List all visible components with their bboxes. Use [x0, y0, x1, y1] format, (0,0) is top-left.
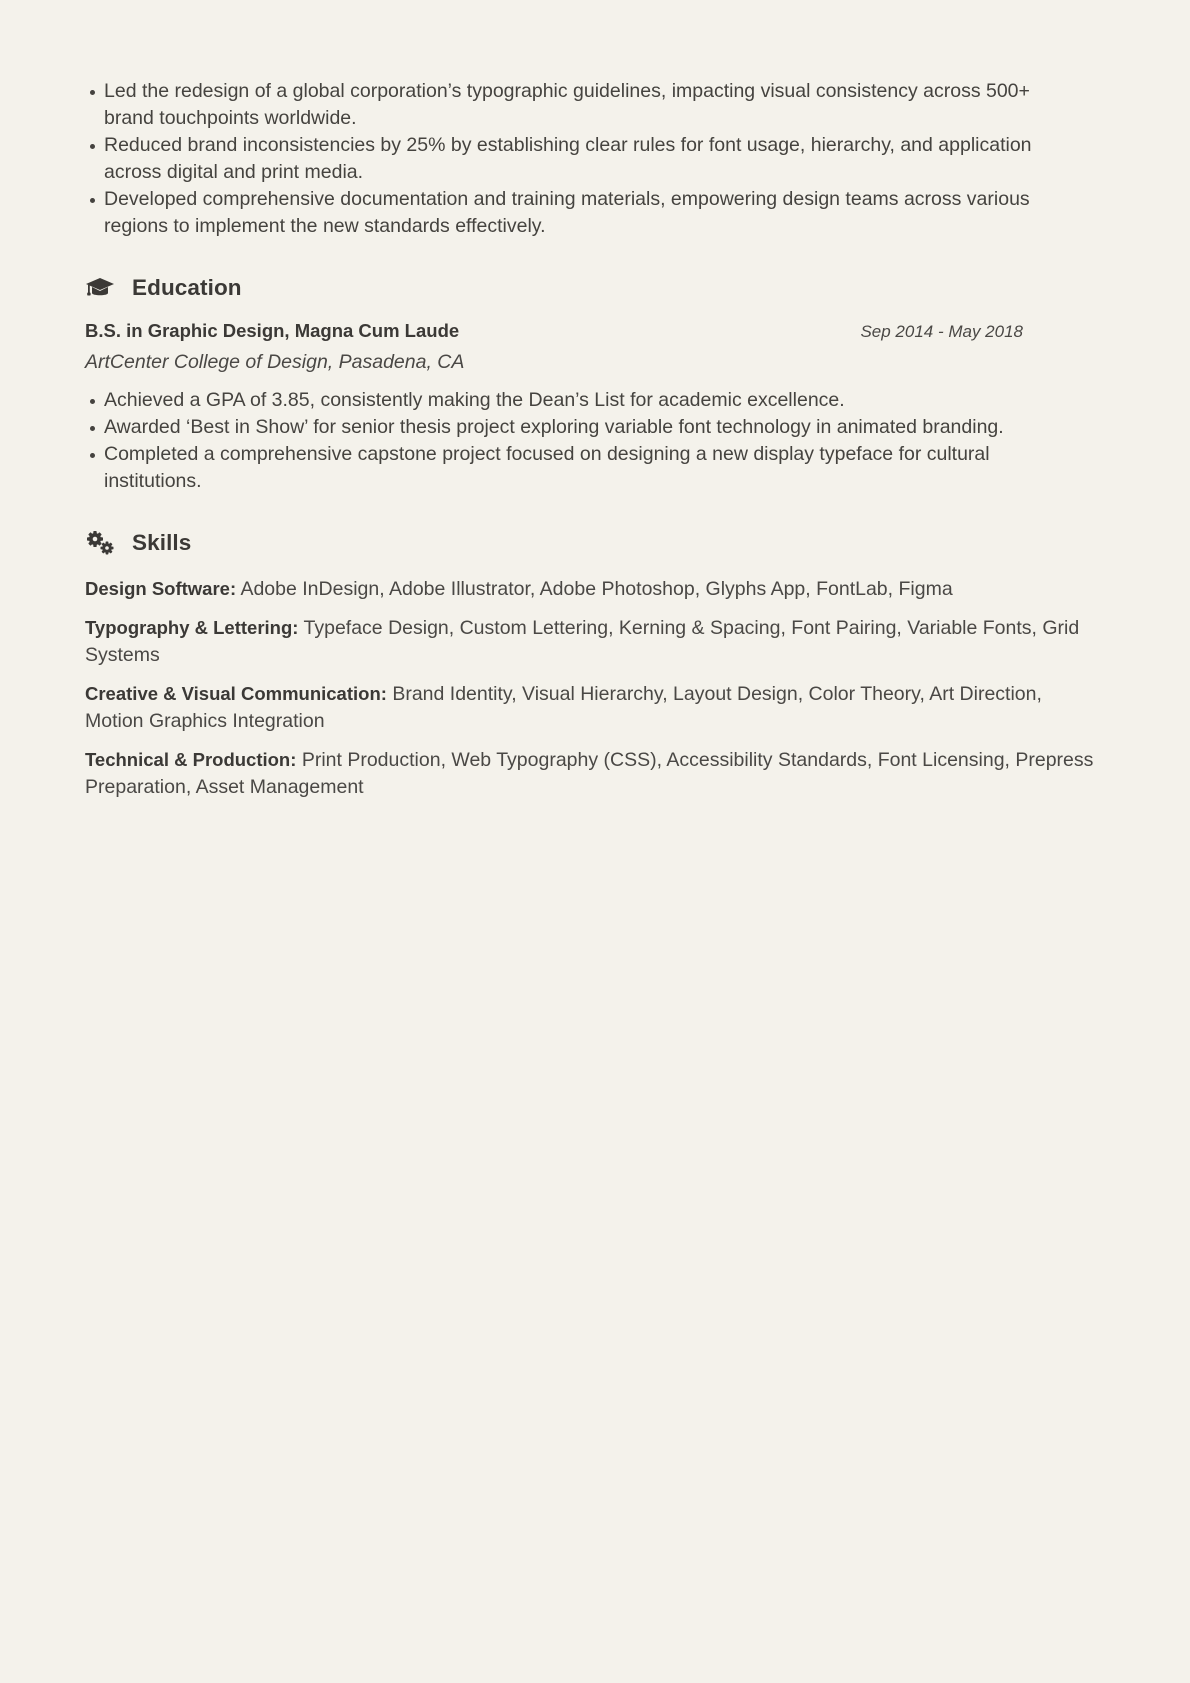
- education-date: Sep 2014 - May 2018: [860, 322, 1023, 341]
- skill-label: Design Software:: [85, 578, 237, 599]
- skill-row: [85, 746, 1105, 801]
- graduation-cap-icon: [85, 275, 115, 301]
- education-title: Education: [132, 275, 242, 300]
- education-bullet: Completed a comprehensive capstone project focused on designing a new display typeface for cultural institutions.: [104, 441, 1105, 495]
- skill-label: Technical & Production:: [85, 749, 297, 770]
- education-bullet: Achieved a GPA of 3.85, consistently making the Dean’s List for academic excellence.: [104, 387, 1105, 414]
- education-entry-header: [85, 320, 1023, 342]
- skill-value: Print Production, Web Typography (CSS), Accessibility Standards, Font Licensing, Prepress Preparation, Asset Management: [85, 749, 1094, 798]
- education-entry: [85, 320, 1105, 374]
- skill-value: Brand Identity, Visual Hierarchy, Layout Design, Color Theory, Art Direction, Motion Graphics Integration: [85, 683, 1042, 732]
- gears-icon: [85, 530, 115, 556]
- experience-bullet: Led the redesign of a global corporation’s typographic guidelines, impacting visual consistency across 500+ brand touchpoints worldwide.: [104, 78, 1105, 132]
- education-section-header: [85, 270, 1105, 306]
- skills-section-header: [85, 525, 1105, 561]
- degree-title: B.S. in Graphic Design, Magna Cum Laude: [85, 320, 460, 341]
- education-bullet: Awarded ‘Best in Show’ for senior thesis project exploring variable font technology in animated branding.: [104, 414, 1105, 441]
- skills-list: [85, 575, 1105, 801]
- skill-row: [85, 680, 1105, 735]
- skill-value: Adobe InDesign, Adobe Illustrator, Adobe Photoshop, Glyphs App, FontLab, Figma: [240, 578, 953, 600]
- skill-value: Typeface Design, Custom Lettering, Kerning & Spacing, Font Pairing, Variable Fonts, Grid Systems: [85, 617, 1080, 666]
- skill-label: Typography & Lettering:: [85, 617, 299, 638]
- skill-row: [85, 614, 1105, 669]
- skills-title: Skills: [132, 530, 192, 555]
- skill-row: [85, 575, 1105, 603]
- school-name: ArtCenter College of Design, Pasadena, CA: [85, 351, 465, 373]
- education-bullet-list: [85, 387, 1105, 495]
- experience-bullet: Reduced brand inconsistencies by 25% by establishing clear rules for font usage, hierarchy, and application across digital and print media.: [104, 132, 1105, 186]
- experience-bullet: Developed comprehensive documentation and training materials, empowering design teams across various regions to implement the new standards effectively.: [104, 186, 1105, 240]
- experience-bullet-list: [85, 78, 1105, 240]
- skill-label: Creative & Visual Communication:: [85, 683, 387, 704]
